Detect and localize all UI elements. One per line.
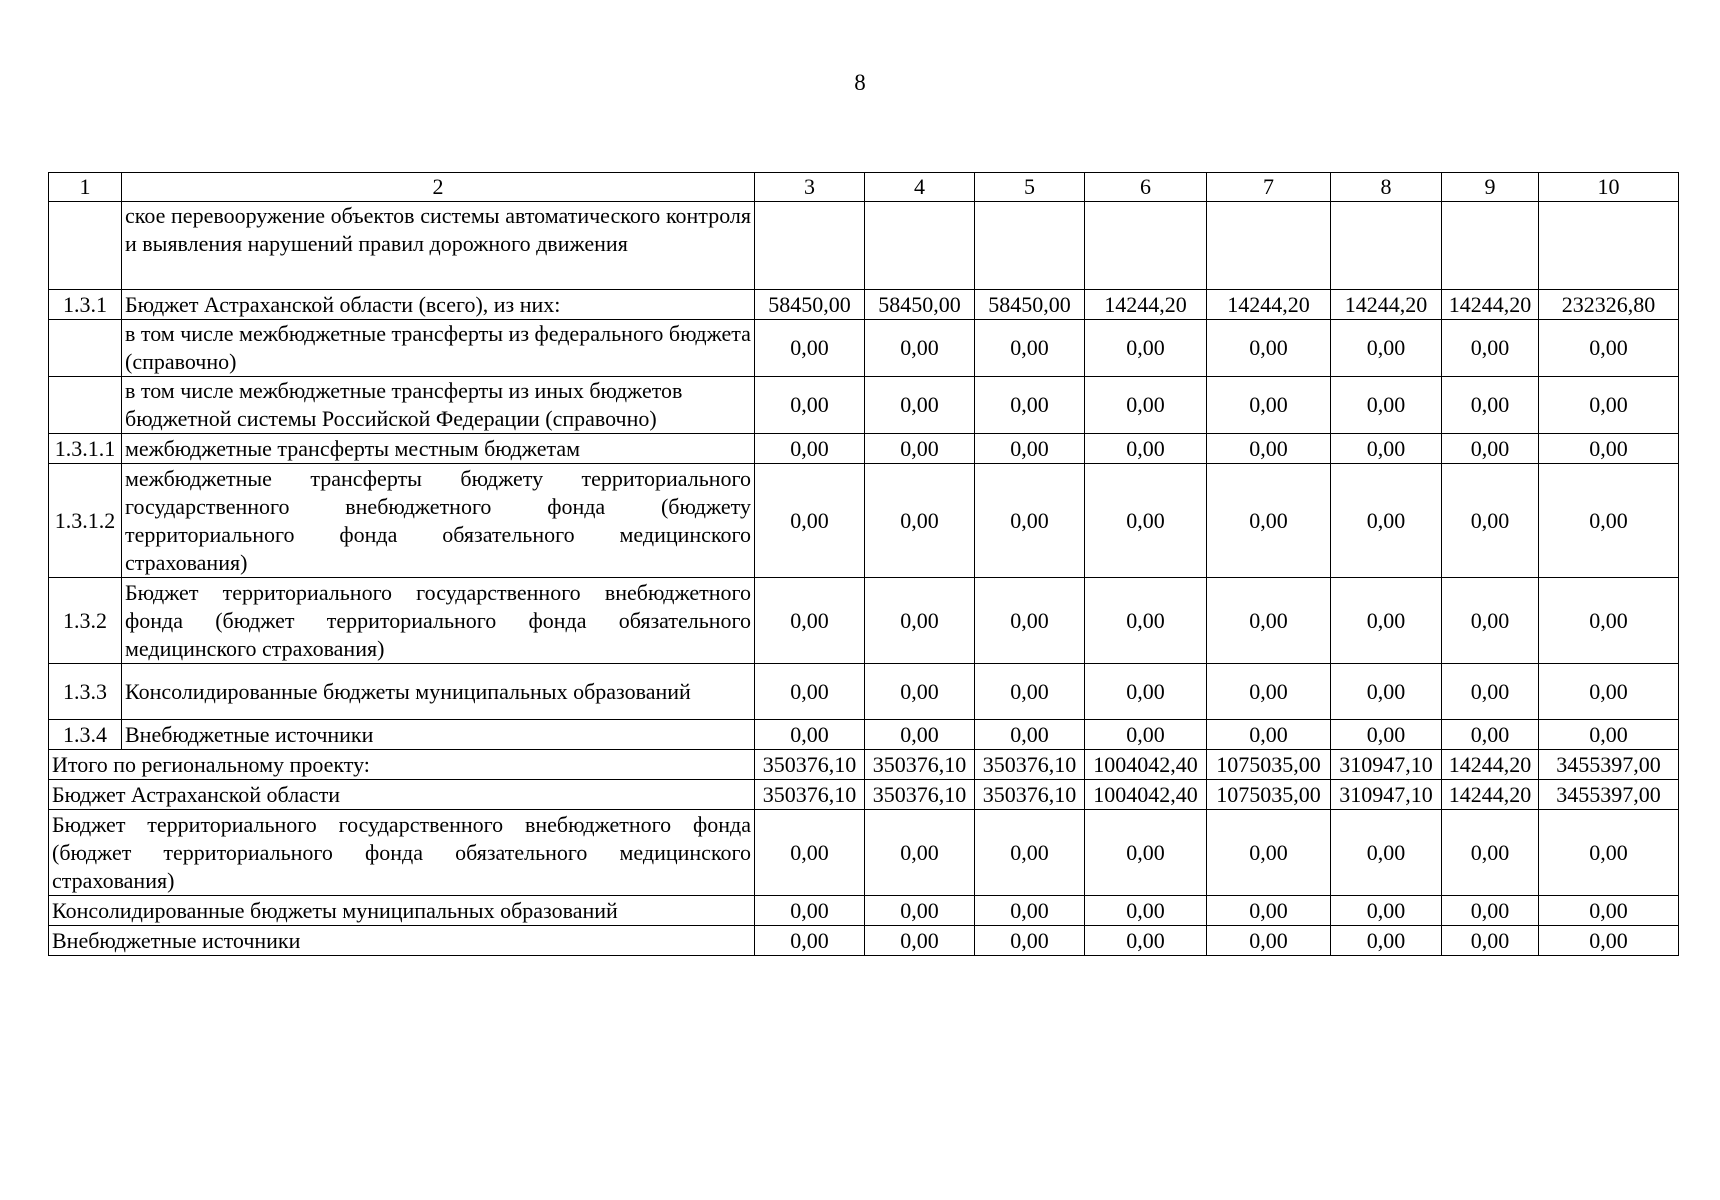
value-cell: 14244,20 — [1442, 750, 1539, 780]
row-code — [49, 377, 122, 434]
value-cell: 0,00 — [755, 720, 865, 750]
value-cell: 0,00 — [1085, 720, 1207, 750]
value-cell — [1442, 202, 1539, 290]
total-row-name: Бюджет территориального государственного внебюджетного фонда (бюджет территориального фонда обязательного медицинского страхования) — [49, 810, 755, 896]
value-cell — [755, 202, 865, 290]
value-cell — [975, 202, 1085, 290]
row-code — [49, 202, 122, 290]
value-cell: 0,00 — [755, 434, 865, 464]
value-cell: 0,00 — [755, 664, 865, 720]
column-number: 7 — [1207, 173, 1331, 202]
value-cell: 58450,00 — [975, 290, 1085, 320]
value-cell: 0,00 — [1085, 664, 1207, 720]
value-cell: 0,00 — [865, 377, 975, 434]
column-number: 10 — [1539, 173, 1679, 202]
column-number: 4 — [865, 173, 975, 202]
value-cell: 0,00 — [1539, 664, 1679, 720]
column-number: 8 — [1331, 173, 1442, 202]
value-cell: 0,00 — [1331, 664, 1442, 720]
value-cell: 0,00 — [1331, 377, 1442, 434]
total-row — [49, 750, 1679, 780]
value-cell — [1207, 202, 1331, 290]
value-cell: 0,00 — [975, 926, 1085, 956]
value-cell: 0,00 — [1085, 810, 1207, 896]
value-cell: 0,00 — [975, 896, 1085, 926]
value-cell: 0,00 — [1207, 377, 1331, 434]
value-cell: 0,00 — [1539, 896, 1679, 926]
value-cell: 3455397,00 — [1539, 750, 1679, 780]
value-cell: 0,00 — [865, 926, 975, 956]
value-cell: 350376,10 — [865, 780, 975, 810]
value-cell: 0,00 — [1331, 434, 1442, 464]
column-number-row — [49, 173, 1679, 202]
value-cell: 0,00 — [1539, 464, 1679, 578]
column-number: 2 — [122, 173, 755, 202]
value-cell: 310947,10 — [1331, 750, 1442, 780]
value-cell: 0,00 — [1539, 810, 1679, 896]
row-name: Консолидированные бюджеты муниципальных образований — [122, 664, 755, 720]
value-cell: 0,00 — [1442, 926, 1539, 956]
value-cell: 0,00 — [1085, 464, 1207, 578]
value-cell: 310947,10 — [1331, 780, 1442, 810]
value-cell: 0,00 — [865, 720, 975, 750]
value-cell: 0,00 — [865, 664, 975, 720]
value-cell: 0,00 — [1331, 926, 1442, 956]
row-name: Внебюджетные источники — [122, 720, 755, 750]
value-cell: 0,00 — [1442, 896, 1539, 926]
value-cell: 0,00 — [975, 664, 1085, 720]
total-row-name: Консолидированные бюджеты муниципальных образований — [49, 896, 755, 926]
value-cell: 1075035,00 — [1207, 750, 1331, 780]
value-cell: 0,00 — [1539, 434, 1679, 464]
value-cell: 1004042,40 — [1085, 780, 1207, 810]
value-cell: 0,00 — [865, 434, 975, 464]
value-cell: 350376,10 — [755, 750, 865, 780]
page-number: 8 — [854, 70, 866, 95]
value-cell: 0,00 — [975, 578, 1085, 664]
table-row — [49, 202, 1679, 290]
value-cell: 0,00 — [865, 810, 975, 896]
value-cell — [865, 202, 975, 290]
row-name: в том числе межбюджетные трансферты из иных бюджетов бюджетной системы Российской Федерации (справочно) — [122, 377, 755, 434]
value-cell: 0,00 — [975, 810, 1085, 896]
value-cell: 0,00 — [1331, 578, 1442, 664]
column-number: 1 — [49, 173, 122, 202]
value-cell: 0,00 — [865, 320, 975, 377]
value-cell: 14244,20 — [1442, 780, 1539, 810]
row-code — [49, 320, 122, 377]
value-cell: 0,00 — [1331, 896, 1442, 926]
value-cell: 0,00 — [1331, 810, 1442, 896]
value-cell: 0,00 — [865, 464, 975, 578]
value-cell: 0,00 — [755, 377, 865, 434]
value-cell: 0,00 — [1442, 810, 1539, 896]
value-cell: 0,00 — [1442, 720, 1539, 750]
table-row — [49, 290, 1679, 320]
value-cell: 232326,80 — [1539, 290, 1679, 320]
value-cell: 0,00 — [975, 720, 1085, 750]
value-cell: 1075035,00 — [1207, 780, 1331, 810]
value-cell: 0,00 — [975, 464, 1085, 578]
value-cell: 0,00 — [1539, 720, 1679, 750]
row-code: 1.3.1.2 — [49, 464, 122, 578]
value-cell: 0,00 — [1207, 896, 1331, 926]
value-cell: 0,00 — [975, 434, 1085, 464]
value-cell: 0,00 — [975, 377, 1085, 434]
value-cell: 0,00 — [1331, 720, 1442, 750]
row-name: ское перевооружение объектов системы автоматического контроля и выявления нарушений правил дорожного движения — [122, 202, 755, 290]
value-cell: 0,00 — [1085, 896, 1207, 926]
value-cell: 58450,00 — [865, 290, 975, 320]
value-cell: 0,00 — [755, 926, 865, 956]
table-row — [49, 320, 1679, 377]
value-cell: 0,00 — [1442, 664, 1539, 720]
value-cell: 0,00 — [1207, 434, 1331, 464]
value-cell: 0,00 — [1207, 464, 1331, 578]
value-cell: 0,00 — [755, 896, 865, 926]
row-code: 1.3.3 — [49, 664, 122, 720]
value-cell: 0,00 — [1207, 664, 1331, 720]
row-name: в том числе межбюджетные трансферты из федерального бюджета (справочно) — [122, 320, 755, 377]
value-cell: 0,00 — [755, 578, 865, 664]
table-row — [49, 720, 1679, 750]
value-cell: 0,00 — [975, 320, 1085, 377]
total-row — [49, 896, 1679, 926]
value-cell: 14244,20 — [1442, 290, 1539, 320]
value-cell: 0,00 — [1539, 320, 1679, 377]
value-cell: 0,00 — [1539, 377, 1679, 434]
value-cell: 0,00 — [1085, 434, 1207, 464]
value-cell: 0,00 — [755, 810, 865, 896]
value-cell: 0,00 — [755, 464, 865, 578]
value-cell: 0,00 — [1442, 464, 1539, 578]
budget-table — [48, 172, 1679, 956]
total-row-name: Итого по региональному проекту: — [49, 750, 755, 780]
value-cell: 14244,20 — [1331, 290, 1442, 320]
value-cell: 0,00 — [1442, 320, 1539, 377]
table-row — [49, 377, 1679, 434]
value-cell: 0,00 — [865, 896, 975, 926]
value-cell — [1085, 202, 1207, 290]
table-row — [49, 434, 1679, 464]
total-row-name: Внебюджетные источники — [49, 926, 755, 956]
table-row — [49, 578, 1679, 664]
value-cell: 350376,10 — [975, 780, 1085, 810]
column-number: 9 — [1442, 173, 1539, 202]
value-cell: 14244,20 — [1207, 290, 1331, 320]
value-cell: 0,00 — [1207, 578, 1331, 664]
row-code: 1.3.1 — [49, 290, 122, 320]
column-number: 5 — [975, 173, 1085, 202]
value-cell: 1004042,40 — [1085, 750, 1207, 780]
value-cell: 0,00 — [1085, 377, 1207, 434]
total-row-name: Бюджет Астраханской области — [49, 780, 755, 810]
row-name: Бюджет территориального государственного внебюджетного фонда (бюджет территориального фонда обязательного медицинского страхования) — [122, 578, 755, 664]
value-cell: 0,00 — [865, 578, 975, 664]
row-code: 1.3.1.1 — [49, 434, 122, 464]
value-cell: 0,00 — [1085, 320, 1207, 377]
value-cell: 14244,20 — [1085, 290, 1207, 320]
total-row — [49, 780, 1679, 810]
row-code: 1.3.2 — [49, 578, 122, 664]
value-cell: 0,00 — [1085, 578, 1207, 664]
total-row — [49, 810, 1679, 896]
value-cell: 0,00 — [1331, 320, 1442, 377]
value-cell: 0,00 — [1539, 578, 1679, 664]
total-row — [49, 926, 1679, 956]
value-cell: 350376,10 — [755, 780, 865, 810]
table-row — [49, 664, 1679, 720]
value-cell — [1539, 202, 1679, 290]
value-cell: 350376,10 — [865, 750, 975, 780]
column-number: 3 — [755, 173, 865, 202]
value-cell: 350376,10 — [975, 750, 1085, 780]
row-name: межбюджетные трансферты местным бюджетам — [122, 434, 755, 464]
row-name: Бюджет Астраханской области (всего), из них: — [122, 290, 755, 320]
value-cell: 0,00 — [1207, 720, 1331, 750]
value-cell: 0,00 — [1442, 578, 1539, 664]
value-cell: 0,00 — [755, 320, 865, 377]
row-name: межбюджетные трансферты бюджету территориального государственного внебюджетного фонда (бюджету территориального фонда обязательного медицинского страхования) — [122, 464, 755, 578]
value-cell: 0,00 — [1085, 926, 1207, 956]
value-cell: 3455397,00 — [1539, 780, 1679, 810]
value-cell: 0,00 — [1539, 926, 1679, 956]
value-cell: 0,00 — [1442, 377, 1539, 434]
value-cell: 0,00 — [1331, 464, 1442, 578]
value-cell: 0,00 — [1207, 320, 1331, 377]
value-cell: 0,00 — [1207, 810, 1331, 896]
row-code: 1.3.4 — [49, 720, 122, 750]
table-row — [49, 464, 1679, 578]
column-number: 6 — [1085, 173, 1207, 202]
value-cell: 0,00 — [1207, 926, 1331, 956]
value-cell: 0,00 — [1442, 434, 1539, 464]
value-cell: 58450,00 — [755, 290, 865, 320]
value-cell — [1331, 202, 1442, 290]
